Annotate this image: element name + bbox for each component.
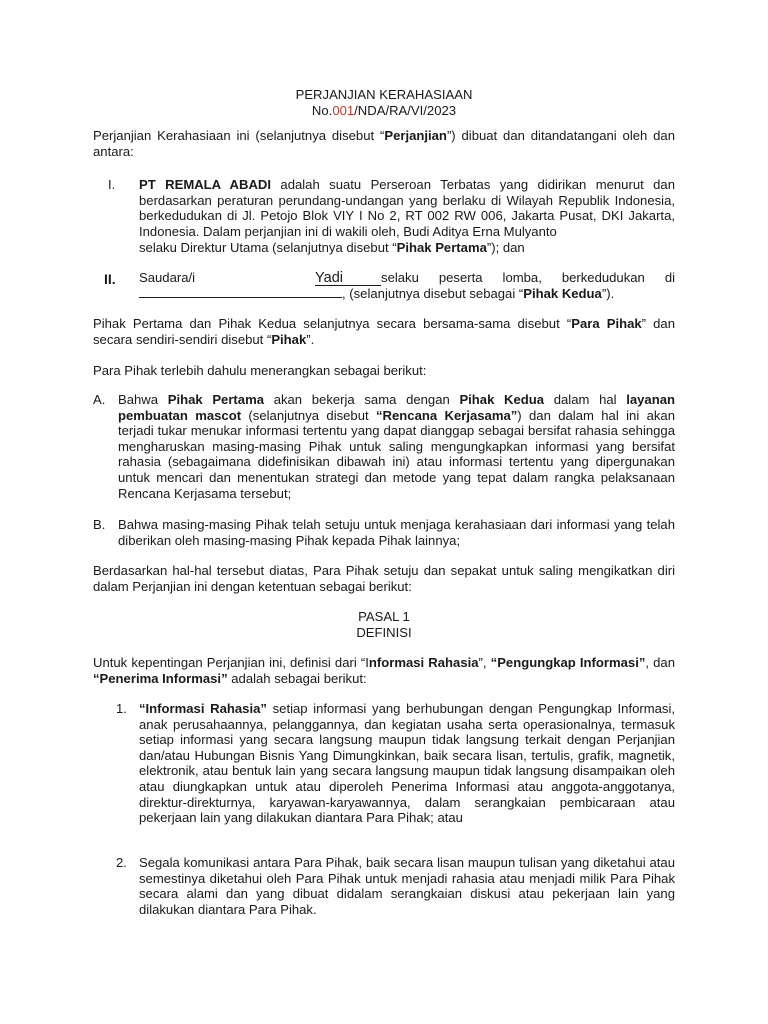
definition-intro: Untuk kepentingan Perjanjian ini, definisi dari “Informasi Rahasia”, “Pengungkap Informasi”, dan “Penerima Informasi” adalah sebagai berikut: — [93, 655, 676, 686]
recitals-intro: Para Pihak terlebih dahulu menerangkan sebagai berikut: — [93, 363, 427, 378]
term-para-pihak: Para Pihak — [571, 316, 642, 331]
term-perjanjian: Perjanjian — [384, 128, 447, 143]
party-1-name: PT REMALA ABADI — [139, 177, 272, 192]
party-2-line-1: Saudara/i Yadi selaku peserta lomba, berkedudukan di — [139, 270, 676, 286]
term-pihak: Pihak — [271, 331, 307, 347]
party-1-text: PT REMALA ABADI adalah suatu Perseroan Terbatas yang didirikan menurut dan berdasarkan peraturan perundang-undangan yang berlaku di Wilayah Republik Indonesia, berkedudukan di Jl. Petojo Blok VIY I No 2, RT 002 RW 006, Jakarta Pusat, DKI Jakarta, Indonesia. Dalam perjanjian ini di wakili oleh, Budi Aditya Erna Mulyanto — [139, 177, 675, 239]
recital-b-marker: B. — [93, 517, 106, 532]
collective-paragraph: Pihak Pertama dan Pihak Kedua selanjutnya secara bersama-sama disebut “Para Pihak” dan secara sendiri-sendiri disebut “Pihak”. — [93, 316, 675, 347]
number-prefix: No. — [311, 103, 333, 118]
definition-2-text: Segala komunikasi antara Para Pihak, baik secara lisan maupun tulisan yang diketahui atau semestinya diketahui oleh Para Pihak untuk menjadi rahasia atau menjadi milik Para Pihak secara alami dan yang dibuat didalam serangkaian diskusi atau pekerjaan lain yang dilakukan diantara Para Pihak. — [139, 855, 675, 917]
domicile-blank — [139, 286, 342, 298]
pasal-title: DEFINISI — [356, 625, 412, 640]
party-1-marker: I. — [108, 177, 116, 192]
recital-a-marker: A. — [93, 392, 106, 407]
party-2-line-2: , (selanjutnya disebut sebagai “Pihak Kedua”). — [139, 286, 675, 302]
recital-b-text: Bahwa masing-masing Pihak telah setuju untuk menjaga kerahasiaan dari informasi yang telah diberikan oleh masing-masing Pihak kepada Pihak lainnya; — [118, 517, 675, 548]
definition-1-text: “Informasi Rahasia” setiap informasi yang berhubungan dengan Pengungkap Informasi, anak perusahaannya, pelanggannya, dan kegiatan usaha serta operasionalnya, termasuk setiap informasi yang secara langsung maupun tidak langsung terkait dengan Perjanjian dan/atau Hubungan Bisnis Yang Dimungkinkan, baik secara lisan, tertulis, grafik, magnetik, elektronik, atau bentuk lain yang secara langsung maupun tidak langsung disampaikan oleh atau diungkapkan untuk atau diperoleh Penerima Informasi atau anggota-anggotanya, direktur-direkturnya, karyawan-karyawannya, dalam serangkaian pembicaraan atau pekerjaan lain yang dilakukan diantara Para Pihak; atau — [139, 701, 676, 826]
definition-1-marker: 1. — [116, 701, 127, 716]
definition-2-marker: 2. — [116, 855, 127, 870]
term-informasi-rahasia: “Informasi Rahasia” — [139, 701, 267, 716]
party-1-representative: , Budi Aditya Erna Mulyanto — [395, 223, 557, 239]
number-suffix: /NDA/RA/VI/2023 — [354, 103, 457, 118]
party-2-marker: II. — [104, 271, 116, 287]
party-1-last-line: selaku Direktur Utama (selanjutnya disebut “Pihak Pertama”); dan — [139, 240, 525, 255]
document-title: PERJANJIAN KERAHASIAAN — [295, 87, 473, 102]
alias-pihak-pertama: Pihak Pertama — [396, 240, 487, 255]
intro-paragraph: Perjanjian Kerahasiaan ini (selanjutnya disebut “Perjanjian”) dibuat dan ditandatangani oleh dan antara: — [93, 128, 675, 159]
document-number — [0, 103, 768, 119]
party-2-name: Yadi — [315, 271, 381, 286]
agreement-paragraph: Berdasarkan hal-hal tersebut diatas, Para Pihak setuju dan sepakat untuk saling mengikatkan diri dalam Perjanjian ini dengan ketentuan sebagai berikut: — [93, 563, 675, 594]
alias-pihak-kedua: Pihak Kedua — [523, 286, 602, 301]
pasal-number: PASAL 1 — [358, 609, 410, 624]
number-highlight: 001 — [332, 103, 355, 118]
recital-a-text: Bahwa Pihak Pertama akan bekerja sama dengan Pihak Kedua dalam hal layanan pembuatan mascot (selanjutnya disebut “Rencana Kerjasama”) dan dalam hal ini akan terjadi tukar menukar informasi tertentu yang dapat dianggap sebagai bersifat rahasia sehingga mengharuskan masing-masing Pihak untuk saling mengungkapkan informasi yang bersifat rahasia (sebagaimana didefinisikan dibawah ini) atau informasi tertentu yang dipergunakan untuk mencari dan menentukan strategi dan metode yang tepat dalam rangka pelaksanaan Rencana Kerjasama tersebut; — [118, 392, 675, 501]
